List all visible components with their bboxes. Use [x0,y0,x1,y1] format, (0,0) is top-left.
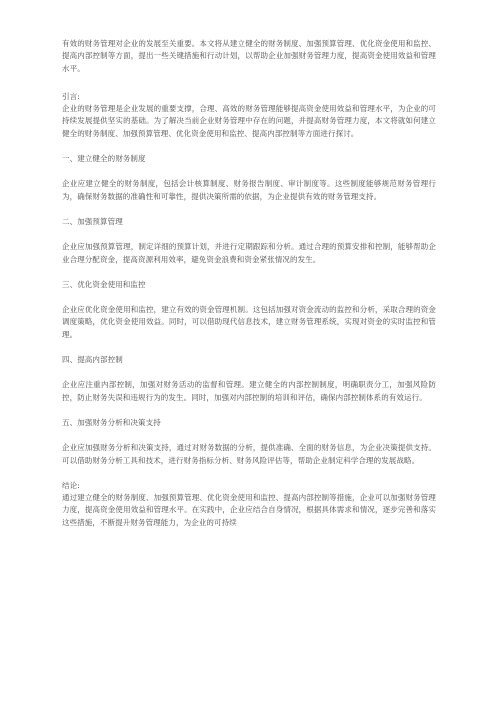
section-5-paragraph: 企业应加强财务分析和决策支持，通过对财务数据的分析，提供准确、全面的财务信息，为企业决策提供支持。可以借助财务分析工具和技术，进行财务指标分析、财务风险评估等，帮助企业制定科学合理的发展战略。 [62,443,436,465]
document-page [62,38,436,529]
preface-label: 引言: [62,91,80,101]
conclusion-label: 结论: [62,480,80,490]
section-1-heading: 一、建立健全的财务制度 [62,154,146,164]
section-5-heading: 五、加强财务分析和决策支持 [62,417,161,427]
section-4-paragraph: 企业应注重内部控制，加强对财务活动的监督和管理。建立健全的内部控制制度，明确职责分工，加强风险防控，防止财务失误和违规行为的发生。同时，加强对内部控制的培训和评估，确保内部控制体系的有效运行。 [62,380,436,402]
conclusion-paragraph: 通过建立健全的财务制度、加强预算管理、优化资金使用和监控、提高内部控制等措施，企业可以加强财务管理力度，提高资金使用效益和管理水平。在实践中，企业应结合自身情况，根据具体需求和情况，逐步完善和落实这些措施，不断提升财务管理能力，为企业的可持续 [62,493,436,527]
intro-paragraph: 有效的财务管理对企业的发展至关重要。本文将从建立健全的财务制度、加强预算管理、优化资金使用和监控、提高内部控制等方面，提出一些关键措施和行动计划，以帮助企业加强财务管理力度，提高资金使用效益和管理水平。 [62,39,436,73]
section-2-heading: 二、加强预算管理 [62,216,123,226]
section-3-heading: 三、优化资金使用和监控 [62,279,146,289]
section-4-heading: 四、提高内部控制 [62,355,123,365]
section-2-paragraph: 企业应加强预算管理，制定详细的预算计划，并进行定期跟踪和分析。通过合理的预算安排和控制，能够帮助企业合理分配资金，提高资源利用效率，避免资金浪费和资金紧张情况的发生。 [62,242,436,264]
preface-paragraph: 企业的财务管理是企业发展的重要支撑，合理、高效的财务管理能够提高资金使用效益和管理水平，为企业的可持续发展提供坚实的基础。为了解决当前企业财务管理中存在的问题，并提高财务管理力度，本文将就如何建立健全的财务制度、加强预算管理、优化资金使用和监控、提高内部控制等方面进行探讨。 [62,104,436,138]
section-1-paragraph: 企业应建立健全的财务制度，包括会计核算制度、财务报告制度、审计制度等。这些制度能够规范财务管理行为，确保财务数据的准确性和可靠性，提供决策所需的依据，为企业提供有效的财务管理支持。 [62,179,436,201]
section-3-paragraph: 企业应优化资金使用和监控，建立有效的资金管理机制。这包括加强对资金流动的监控和分析，采取合理的资金调度策略，优化资金使用效益。同时，可以借助现代信息技术，建立财务管理系统，实现对资金的实时监控和管理。 [62,305,436,339]
